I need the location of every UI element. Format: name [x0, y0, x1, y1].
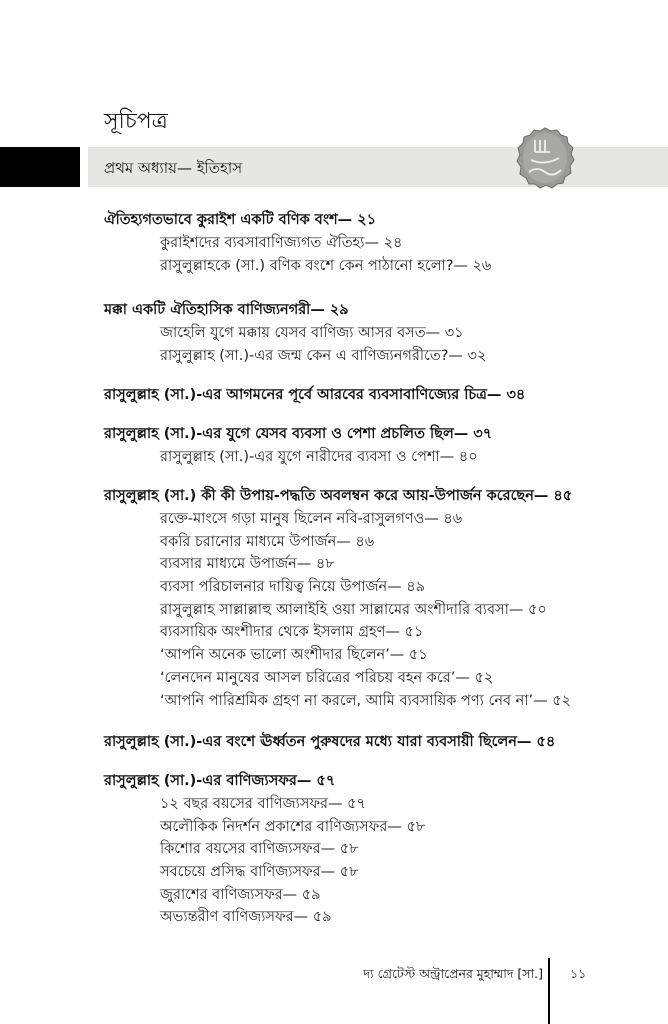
- toc-main-entry[interactable]: রাসুলুল্লাহ (সা.)-এর আগমনের পূর্বে আরবের ব্যবসাবাণিজ্যের চিত্র— ৩৪: [104, 387, 526, 403]
- toc-sub-entry[interactable]: কুরাইশদের ব্যবসাবাণিজ্যগত ঐতিহ্য— ২৪: [160, 235, 403, 251]
- toc-sub-entry[interactable]: ‘আপনি পারিশ্রমিক গ্রহণ না করলে, আমি ব্যবসায়িক পণ্য নেব না’— ৫২: [160, 692, 572, 709]
- toc-sub-entry[interactable]: ব্যবসার মাধ্যমে উপার্জন— ৪৮: [160, 556, 335, 573]
- toc-sub-entry[interactable]: অলৌকিক নিদর্শন প্রকাশের বাণিজ্যসফর— ৫৮: [160, 818, 426, 835]
- toc-main-entry[interactable]: রাসুলুল্লাহ (সা.) কী কী উপায়-পদ্ধতি অবলম্বন করে আয়-উপার্জন করেছেন— ৪৫: [104, 488, 573, 504]
- page-title: সূচিপত্র: [104, 109, 168, 134]
- chapter-band: [88, 147, 668, 187]
- toc-sub-entry[interactable]: বকরি চরানোর মাধ্যমে উপার্জন— ৪৬: [160, 533, 375, 550]
- toc-main-entry[interactable]: রাসুলুল্লাহ (সা.)-এর যুগে যেসব ব্যবসা ও পেশা প্রচলিত ছিল— ৩৭: [104, 426, 493, 442]
- toc-sub-entry[interactable]: ব্যবসায়িক অংশীদার থেকে ইসলাম গ্রহণ— ৫১: [160, 624, 424, 641]
- toc-sub-entry[interactable]: অভ্যন্তরীণ বাণিজ্যসফর— ৫৯: [160, 909, 332, 926]
- toc-sub-entry[interactable]: জুরাশের বাণিজ্যসফর— ৫৯: [160, 886, 321, 903]
- toc-sub-entry[interactable]: ‘লেনদেন মানুষের আসল চরিত্রের পরিচয় বহন করে’— ৫২: [160, 669, 494, 686]
- toc-sub-entry[interactable]: রক্তে-মাংসে গড়া মানুষ ছিলেন নবি-রাসুলগণও— ৪৬: [160, 511, 463, 527]
- toc-sub-entry[interactable]: রাসুলুল্লাহকে (সা.) বণিক বংশে কেন পাঠানো হলো?— ২৬: [160, 257, 492, 274]
- toc-main-entry[interactable]: ঐতিহ্যগতভাবে কুরাইশ একটি বণিক বংশ— ২১: [104, 212, 377, 228]
- toc-sub-entry[interactable]: কিশোর বয়সের বাণিজ্যসফর— ৫৮: [160, 841, 359, 858]
- toc-sub-entry[interactable]: জাহেলি যুগে মক্কায় যেসব বাণিজ্য আসর বসত— ৩১: [160, 325, 464, 341]
- chapter-marker-block: [0, 147, 80, 187]
- footer-divider: [548, 958, 550, 1024]
- toc-main-entry[interactable]: মক্কা একটি ঐতিহাসিক বাণিজ্যনগরী— ২৯: [104, 302, 349, 318]
- footer-book-title: দ্য গ্রেটেস্ট অন্ট্রাপ্রেনর মুহাম্মাদ [সা.]: [363, 966, 543, 981]
- chapter-title: প্রথম অধ্যায়— ইতিহাস: [104, 159, 243, 177]
- toc-main-entry[interactable]: রাসুলুল্লাহ (সা.)-এর বংশে ঊর্ধ্বতন পুরুষদের মধ্যে যারা ব্যবসায়ী ছিলেন— ৫৪: [104, 734, 556, 750]
- toc-main-entry[interactable]: রাসুলুল্লাহ (সা.)-এর বাণিজ্যসফর— ৫৭: [104, 773, 336, 789]
- toc-section: [104, 422, 492, 469]
- toc-sub-entry[interactable]: সবচেয়ে প্রসিদ্ধ বাণিজ্যসফর— ৫৮: [160, 864, 359, 881]
- toc-section: [104, 383, 525, 407]
- toc-section: [104, 769, 425, 929]
- seal-icon: [515, 126, 575, 190]
- toc-sub-entry[interactable]: রাসুলুল্লাহ (সা.)-এর যুগে নারীদের ব্যবসা ও পেশা— ৪০: [160, 449, 478, 465]
- toc-sub-entry[interactable]: রাসুলুল্লাহ সাল্লাল্লাহু আলাইহি ওয়া সাল্লামের অংশীদারি ব্যবসা— ৫০: [160, 601, 547, 618]
- toc-section: [104, 484, 572, 712]
- toc-section: [104, 298, 486, 367]
- toc-sub-entry[interactable]: ১২ বছর বয়সের বাণিজ্যসফর— ৫৭: [160, 796, 366, 812]
- toc-sub-entry[interactable]: ব্যবসা পরিচালনার দায়িত্ব নিয়ে উপার্জন— ৪৯: [160, 579, 426, 596]
- toc-sub-entry[interactable]: ‘আপনি অনেক ভালো অংশীদার ছিলেন’— ৫১: [160, 647, 428, 664]
- toc-sub-entry[interactable]: রাসুলুল্লাহ (সা.)-এর জন্ম কেন এ বাণিজ্যনগরীতে?— ৩২: [160, 347, 487, 364]
- toc-section: [104, 730, 555, 754]
- page-number: ১১: [570, 966, 587, 981]
- toc-section: [104, 208, 491, 277]
